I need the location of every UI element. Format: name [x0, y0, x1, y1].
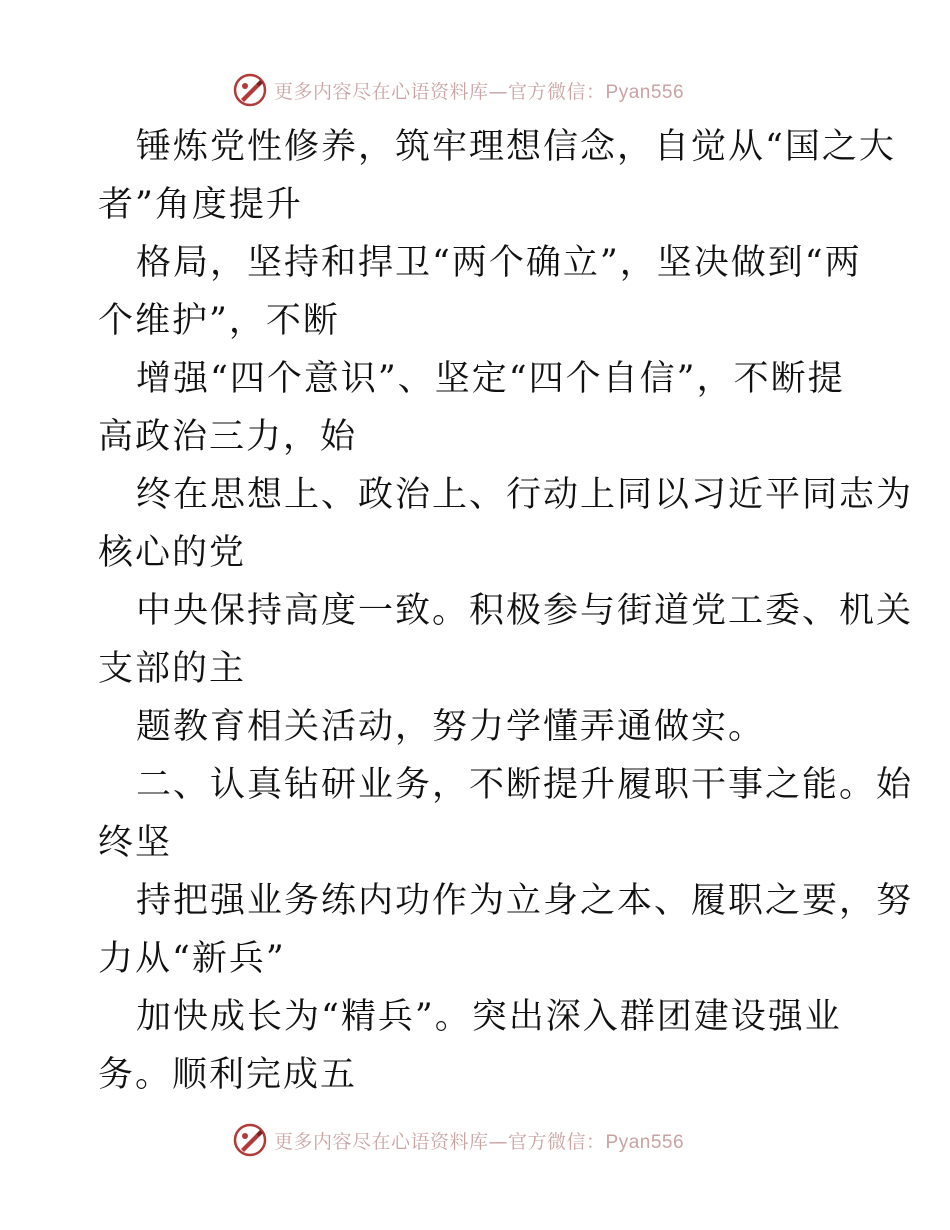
text-line: 终在思想上、政治上、行动上同以习近平同志为 — [136, 475, 914, 515]
text-line: 力从“新兵” — [98, 939, 286, 979]
body-text — [98, 118, 914, 1104]
text-line: 核心的党 — [98, 533, 247, 573]
watermark-text: 更多内容尽在心语资料库—官方微信：Pyan556 — [274, 80, 685, 103]
pen-logo-icon — [232, 1122, 268, 1158]
text-line: 加快成长为“精兵”。突出深入群团建设强业 — [136, 997, 842, 1037]
text-line: 高政治三力，始 — [98, 417, 358, 457]
text-line: 锤炼党性修养，筑牢理想信念，自觉从“国之大 — [136, 127, 896, 167]
text-line: 增强“四个意识”、坚定“四个自信”，不断提 — [136, 359, 845, 399]
text-line: 终坚 — [98, 823, 173, 863]
text-line: 支部的主 — [98, 649, 247, 689]
pen-logo-icon — [232, 72, 268, 108]
header-watermark — [232, 70, 684, 110]
text-line: 持把强业务练内功作为立身之本、履职之要，努 — [136, 881, 914, 921]
text-line: 务。顺利完成五 — [98, 1055, 358, 1095]
watermark-text: 更多内容尽在心语资料库—官方微信：Pyan556 — [274, 1130, 685, 1153]
text-line: 二、认真钻研业务，不断提升履职干事之能。始 — [136, 765, 914, 805]
text-line: 者”角度提升 — [98, 185, 303, 225]
text-line: 个维护”，不断 — [98, 301, 340, 341]
text-line: 格局，坚持和捍卫“两个确立”，坚决做到“两 — [136, 243, 862, 283]
text-line: 中央保持高度一致。积极参与街道党工委、机关 — [136, 591, 914, 631]
footer-watermark — [232, 1120, 684, 1160]
text-line: 题教育相关活动，努力学懂弄通做实。 — [136, 707, 766, 747]
